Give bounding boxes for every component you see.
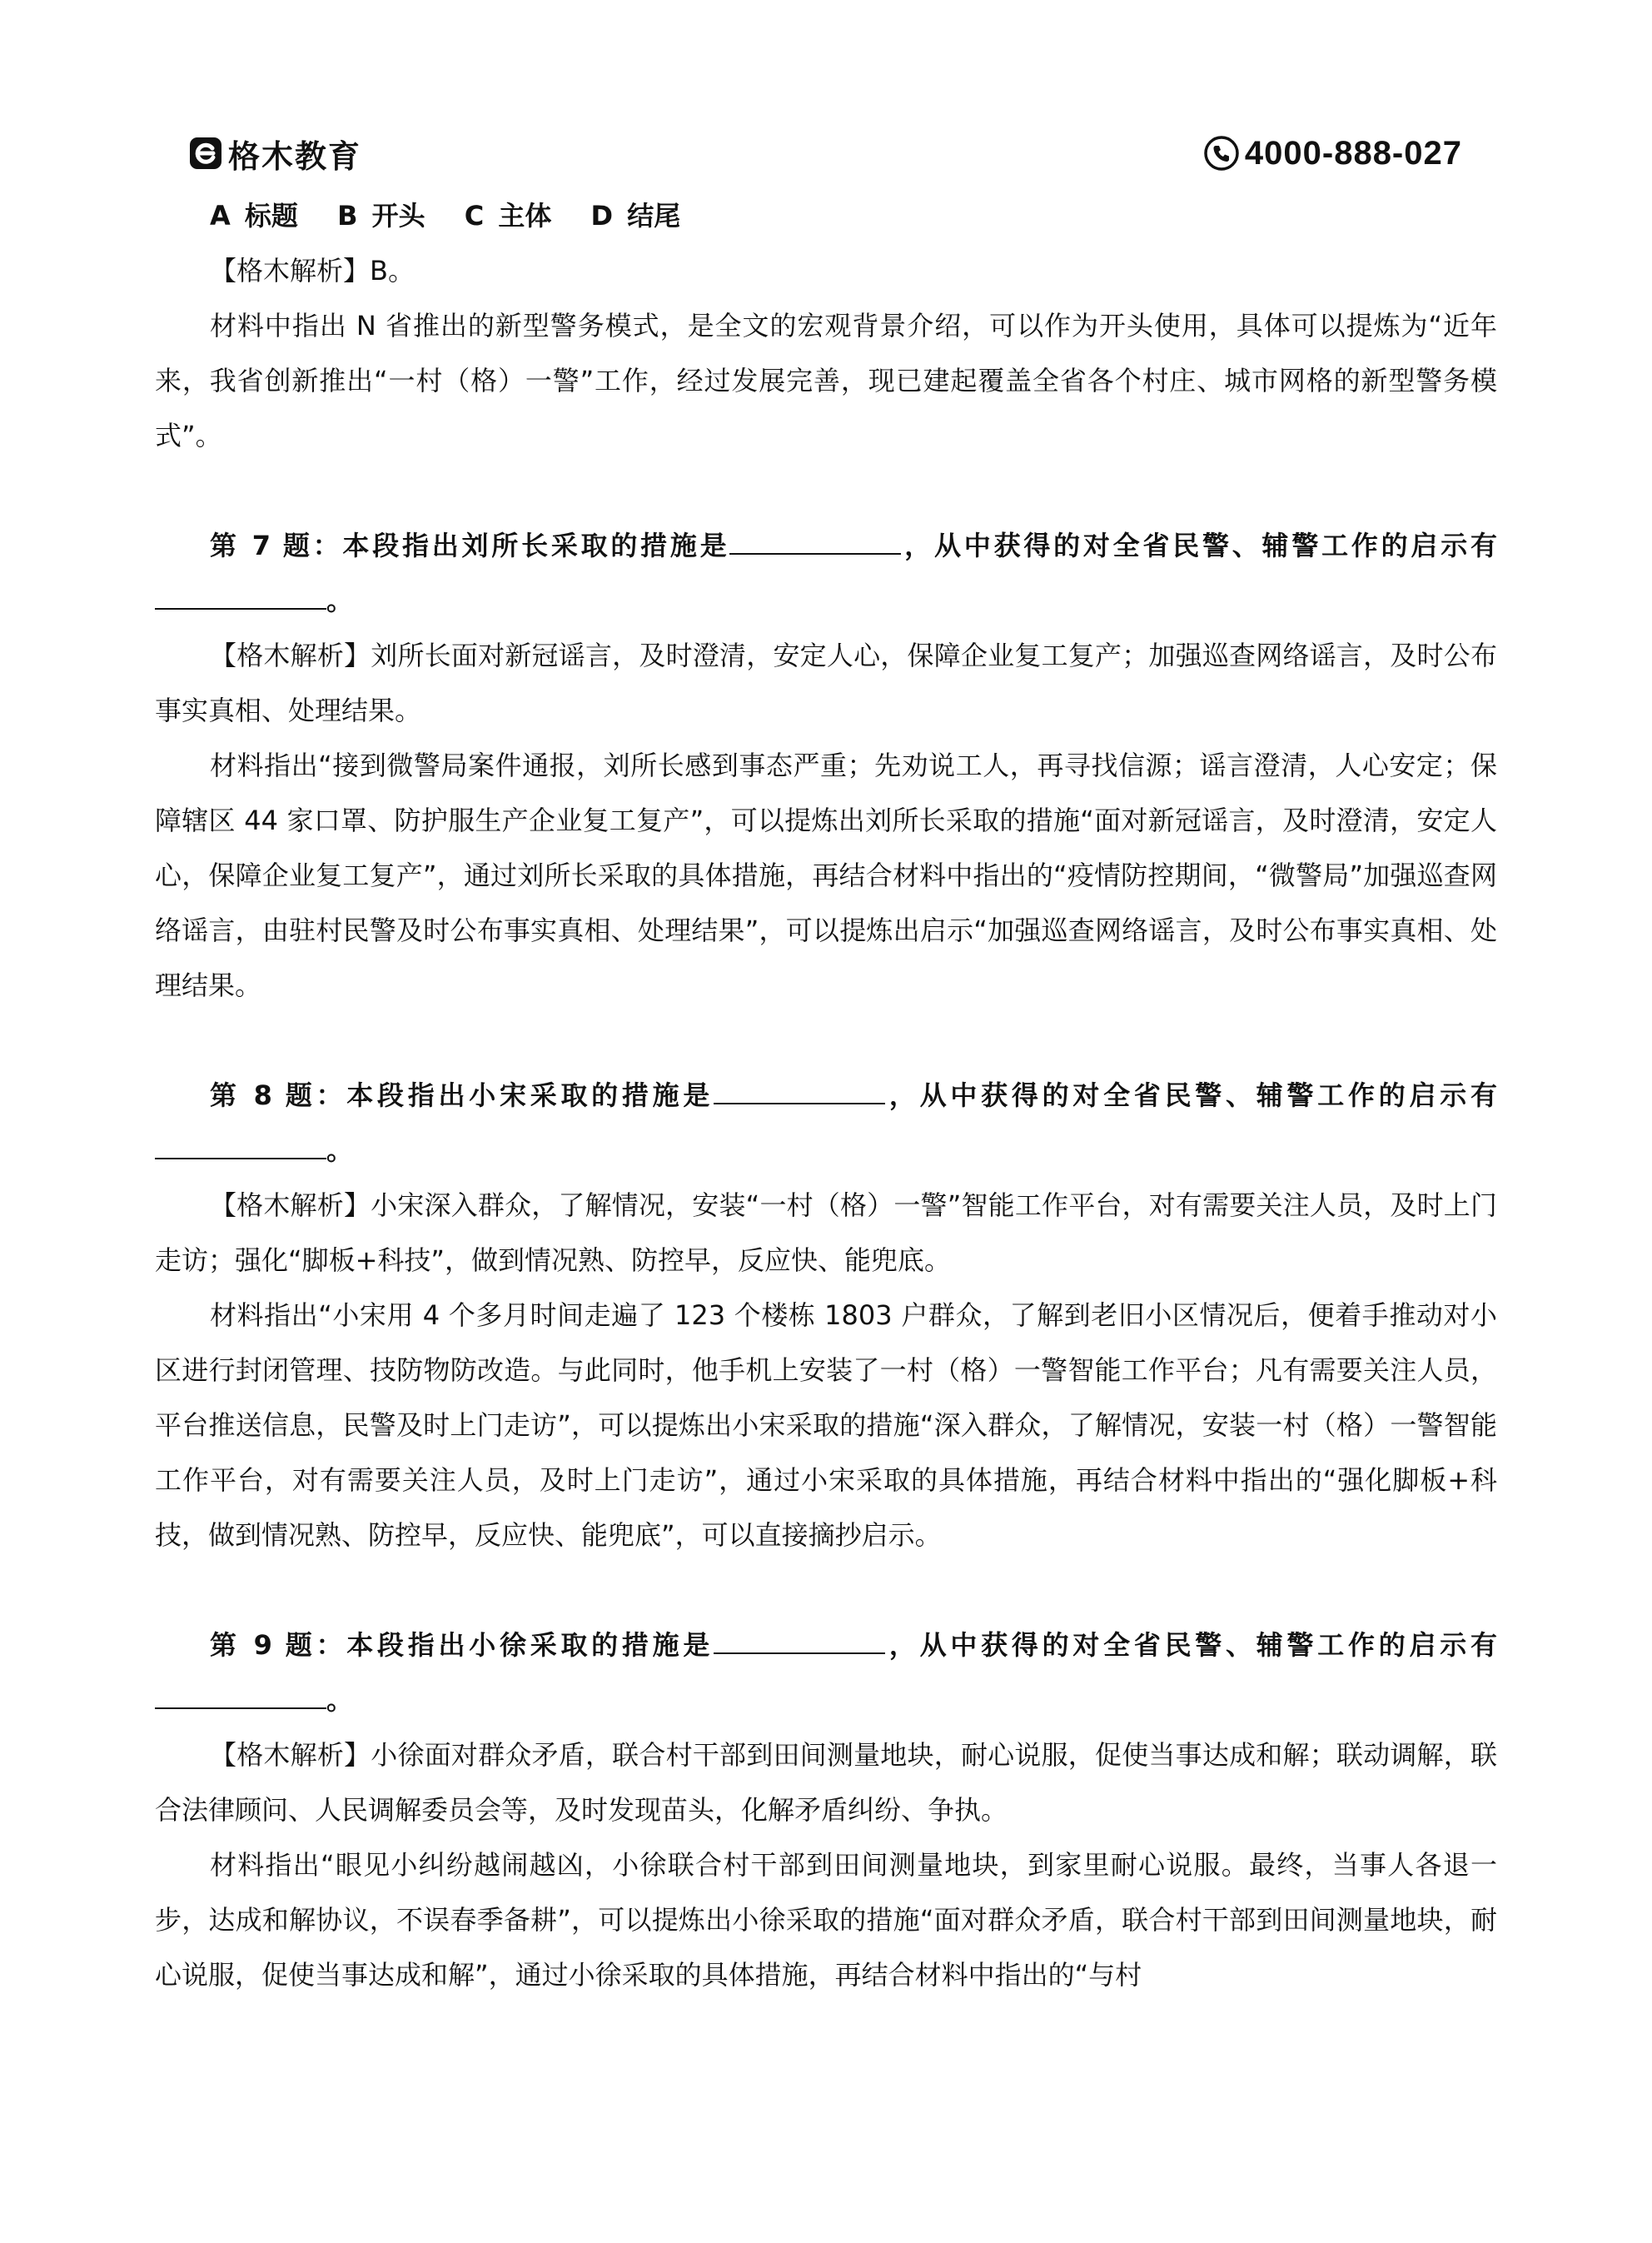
q9-explanation: 材料指出“眼见小纠纷越闹越凶，小徐联合村干部到田间测量地块，到家里耐心说服。最终，当事人各退一步，达成和解协议，不误春季备耕”，可以提炼出小徐采取的措施“面对群众矛盾，联合村干部到田间测量地块，耐心说服，促使当事达成和解”，通过小徐采取的具体措施，再结合材料中指出的“与村 bbox=[155, 1849, 1497, 1991]
document-body bbox=[155, 188, 1497, 2002]
q7-stem-part1: 第 7 题：本段指出刘所长采取的措施是 bbox=[210, 530, 730, 561]
phone-icon bbox=[1203, 135, 1240, 172]
q7-stem-end: 。 bbox=[326, 585, 354, 616]
q9-stem-end: 。 bbox=[326, 1684, 354, 1716]
q6-answer: 【格木解析】B。 bbox=[210, 255, 415, 287]
q8-stem bbox=[155, 1068, 1497, 1178]
brand-name: 格木教育 bbox=[228, 137, 362, 175]
answer-blank bbox=[155, 1131, 326, 1159]
page-header bbox=[188, 130, 1462, 177]
option-b: B 开头 bbox=[337, 200, 425, 232]
answer-blank bbox=[714, 1076, 885, 1104]
q7-stem bbox=[155, 518, 1497, 628]
q8-explanation: 材料指出“小宋用 4 个多月时间走遍了 123 个楼栋 1803 户群众，了解到老旧小区情况后，便着手推动对小区进行封闭管理、技防物防改造。与此同时，他手机上安装了一村（格）一警智能工作平台；凡有需要关注人员，平台推送信息，民警及时上门走访”，可以提炼出小宋采取的措施“深入群众，了解情况，安装一村（格）一警智能工作平台，对有需要关注人员，及时上门走访”，通过小宋采取的具体措施，再结合材料中指出的“强化脚板+科技，做到情况熟、防控早，反应快、能兜底”，可以直接摘抄启示。 bbox=[155, 1299, 1497, 1551]
q9-stem-part1: 第 9 题：本段指出小徐采取的措施是 bbox=[210, 1629, 714, 1661]
answer-options bbox=[155, 188, 1497, 243]
q8-answer: 【格木解析】小宋深入群众，了解情况，安装“一村（格）一警”智能工作平台，对有需要关注人员，及时上门走访；强化“脚板+科技”，做到情况熟、防控早，反应快、能兜底。 bbox=[155, 1189, 1497, 1276]
q8-stem-end: 。 bbox=[326, 1134, 354, 1166]
option-a: A 标题 bbox=[210, 200, 298, 232]
q8-stem-part2: ，从中获得的对全省民警、辅警工作的启示有 bbox=[885, 1079, 1497, 1111]
q9-answer: 【格木解析】小徐面对群众矛盾，联合村干部到田间测量地块，耐心说服，促使当事达成和解；联动调解，联合法律顾问、人民调解委员会等，及时发现苗头，化解矛盾纠纷、争执。 bbox=[155, 1739, 1497, 1826]
answer-blank bbox=[155, 1681, 326, 1709]
q8-stem-part1: 第 8 题：本段指出小宋采取的措施是 bbox=[210, 1079, 714, 1111]
hotline bbox=[1203, 130, 1462, 177]
logo-mark-icon bbox=[188, 136, 223, 171]
answer-blank bbox=[729, 526, 901, 555]
brand-logo bbox=[188, 130, 361, 177]
q7-stem-part2: ，从中获得的对全省民警、辅警工作的启示有 bbox=[901, 530, 1497, 561]
q7-explanation: 材料指出“接到微警局案件通报，刘所长感到事态严重；先劝说工人，再寻找信源；谣言澄清，人心安定；保障辖区 44 家口罩、防护服生产企业复工复产”，可以提炼出刘所长采取的措施“面对新冠谣言，及时澄清，安定人心，保障企业复工复产”，通过刘所长采取的具体措施，再结合材料中指出的“疫情防控期间，“微警局”加强巡查网络谣言，由驻村民警及时公布事实真相、处理结果”，可以提炼出启示“加强巡查网络谣言，及时公布事实真相、处理结果。 bbox=[155, 750, 1497, 1001]
option-d: D 结尾 bbox=[590, 200, 681, 232]
answer-blank bbox=[714, 1626, 885, 1654]
option-c: C 主体 bbox=[464, 200, 552, 232]
answer-blank bbox=[155, 581, 326, 610]
hotline-number: 4000-888-027 bbox=[1244, 134, 1462, 172]
q7-answer: 【格木解析】刘所长面对新冠谣言，及时澄清，安定人心，保障企业复工复产；加强巡查网络谣言，及时公布事实真相、处理结果。 bbox=[155, 640, 1497, 726]
q9-stem bbox=[155, 1617, 1497, 1727]
q6-explanation: 材料中指出 N 省推出的新型警务模式，是全文的宏观背景介绍，可以作为开头使用，具体可以提炼为“近年来，我省创新推出“一村（格）一警”工作，经过发展完善，现已建起覆盖全省各个村庄、城市网格的新型警务模式”。 bbox=[155, 310, 1497, 451]
q9-stem-part2: ，从中获得的对全省民警、辅警工作的启示有 bbox=[885, 1629, 1497, 1661]
